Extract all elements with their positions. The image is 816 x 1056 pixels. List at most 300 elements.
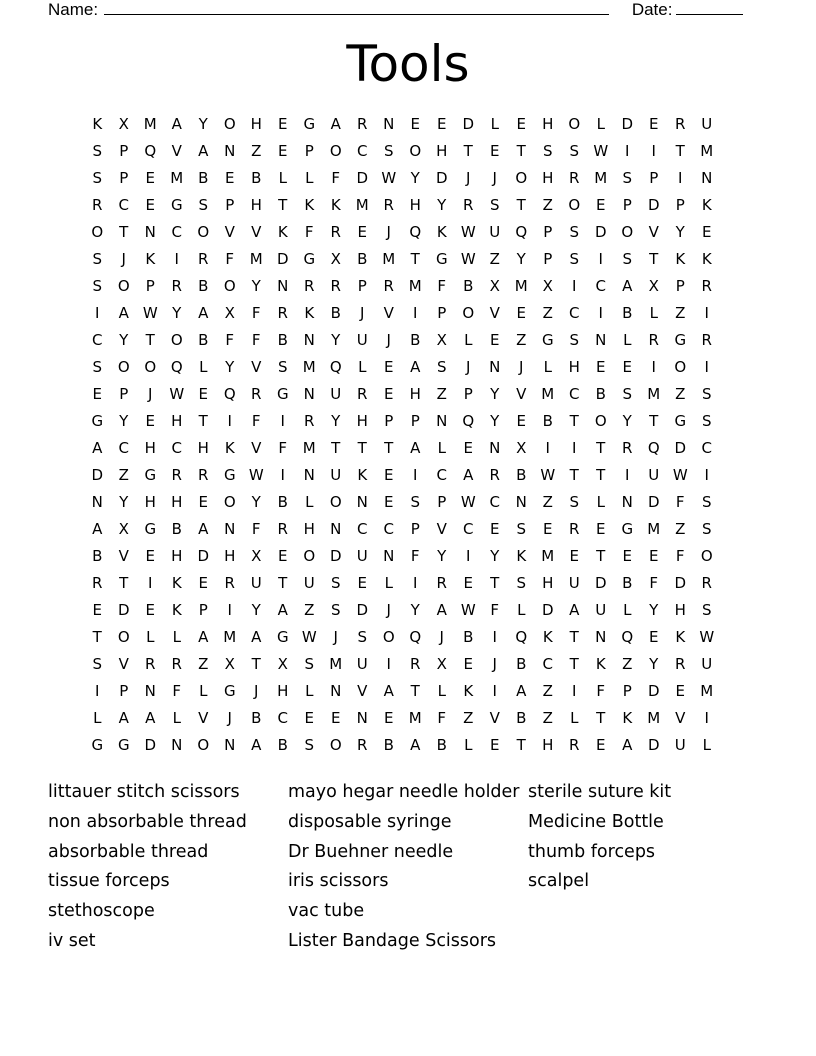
grid-letter: R [330, 223, 341, 241]
name-blank-line[interactable] [104, 0, 609, 15]
grid-letter: R [622, 439, 633, 457]
grid-row [84, 708, 720, 735]
grid-letter: O [329, 493, 342, 511]
grid-letter: W [460, 601, 476, 619]
grid-letter: H [144, 439, 156, 457]
grid-letter: U [330, 385, 342, 403]
grid-letter: B [383, 736, 394, 754]
grid-letter: U [648, 466, 660, 484]
grid-letter: Z [675, 385, 686, 403]
grid-letter: D [647, 736, 660, 754]
grid-letter: E [384, 466, 394, 484]
grid-letter: J [466, 358, 471, 376]
grid-letter: E [490, 520, 500, 538]
grid-letter: B [251, 709, 262, 727]
grid-letter: L [649, 304, 658, 322]
grid-letter: A [277, 601, 288, 619]
grid-letter: R [357, 115, 368, 133]
grid-letter: T [463, 142, 473, 160]
grid-letter: I [572, 682, 577, 700]
grid-letter: K [357, 466, 368, 484]
grid-letter: B [277, 493, 288, 511]
grid-letter: O [700, 547, 713, 565]
grid-letter: A [251, 628, 262, 646]
grid-letter: P [119, 142, 129, 160]
grid-letter: R [277, 520, 288, 538]
grid-letter: K [516, 547, 527, 565]
grid-letter: P [145, 277, 155, 295]
grid-letter: M [382, 250, 396, 268]
grid-letter: E [463, 574, 473, 592]
grid-row [84, 438, 720, 465]
grid-letter: H [250, 115, 262, 133]
grid-letter: P [543, 250, 553, 268]
grid-letter: T [569, 655, 579, 673]
grid-letter: Z [542, 493, 553, 511]
grid-letter: B [516, 709, 527, 727]
grid-letter: M [302, 358, 316, 376]
grid-letter: R [675, 115, 686, 133]
grid-letter: T [145, 331, 155, 349]
grid-letter: E [145, 601, 155, 619]
grid-letter: K [224, 439, 235, 457]
grid-letter: I [95, 304, 100, 322]
grid-letter: T [251, 655, 261, 673]
grid-letter: E [278, 547, 288, 565]
grid-letter: A [251, 736, 262, 754]
grid-letter: U [303, 574, 315, 592]
grid-letter: J [519, 358, 524, 376]
grid-letter: G [223, 466, 236, 484]
grid-letter: F [596, 682, 606, 700]
grid-letter: S [701, 385, 712, 403]
grid-letter: D [144, 736, 157, 754]
grid-letter: S [569, 250, 580, 268]
grid-letter: Z [251, 142, 262, 160]
grid-letter: H [224, 547, 236, 565]
grid-letter: L [172, 628, 181, 646]
grid-letter: T [569, 466, 579, 484]
grid-letter: C [383, 520, 394, 538]
grid-letter: Z [542, 304, 553, 322]
grid-row [84, 546, 720, 573]
grid-row [84, 114, 720, 141]
grid-letter: T [596, 439, 606, 457]
grid-letter: C [118, 196, 129, 214]
grid-letter: E [490, 736, 500, 754]
grid-letter: S [622, 250, 633, 268]
grid-letter: U [701, 655, 713, 673]
grid-letter: P [225, 196, 235, 214]
grid-letter: E [278, 142, 288, 160]
grid-letter: G [435, 250, 448, 268]
grid-letter: J [148, 385, 153, 403]
grid-letter: I [572, 277, 577, 295]
grid-letter: L [623, 331, 632, 349]
grid-letter: I [704, 466, 709, 484]
grid-letter: R [463, 196, 474, 214]
grid-letter: L [305, 493, 314, 511]
grid-letter: N [330, 682, 342, 700]
grid-letter: L [464, 736, 473, 754]
grid-letter: T [119, 223, 129, 241]
grid-letter: T [331, 439, 341, 457]
grid-letter: Q [515, 628, 528, 646]
grid-letter: L [517, 601, 526, 619]
grid-letter: U [330, 466, 342, 484]
grid-letter: K [304, 196, 315, 214]
grid-letter: R [171, 655, 182, 673]
grid-letter: O [409, 142, 422, 160]
grid-letter: A [330, 115, 341, 133]
grid-letter: S [569, 331, 580, 349]
grid-letter: A [410, 736, 421, 754]
grid-row [84, 330, 720, 357]
grid-letter: Y [119, 493, 129, 511]
word-list-item: thumb forceps [528, 841, 656, 862]
grid-letter: J [492, 655, 497, 673]
grid-letter: P [119, 385, 129, 403]
grid-letter: C [92, 331, 103, 349]
grid-letter: N [356, 709, 368, 727]
grid-letter: O [303, 547, 316, 565]
grid-letter: B [463, 277, 474, 295]
grid-letter: F [251, 304, 261, 322]
grid-letter: M [541, 547, 555, 565]
grid-letter: I [492, 682, 497, 700]
grid-row [84, 195, 720, 222]
grid-letter: S [701, 493, 712, 511]
grid-letter: N [224, 520, 236, 538]
grid-letter: E [92, 385, 102, 403]
grid-row [84, 357, 720, 384]
grid-letter: P [357, 277, 367, 295]
grid-letter: V [489, 304, 500, 322]
word-list-item: Dr Buehner needle [288, 841, 454, 862]
grid-letter: R [92, 574, 103, 592]
grid-letter: N [224, 142, 236, 160]
word-search-grid [84, 114, 720, 762]
grid-letter: H [409, 385, 421, 403]
grid-letter: H [277, 682, 289, 700]
grid-letter: L [623, 601, 632, 619]
grid-letter: C [357, 520, 368, 538]
grid-letter: U [250, 574, 262, 592]
grid-letter: L [490, 115, 499, 133]
grid-letter: R [330, 277, 341, 295]
grid-letter: I [174, 250, 179, 268]
grid-letter: I [625, 142, 630, 160]
grid-letter: X [118, 520, 129, 538]
grid-letter: D [647, 682, 660, 700]
grid-letter: A [118, 304, 129, 322]
grid-letter: O [329, 736, 342, 754]
grid-letter: H [144, 493, 156, 511]
grid-letter: E [331, 709, 341, 727]
grid-letter: Y [410, 169, 420, 187]
grid-letter: W [142, 304, 158, 322]
grid-letter: F [649, 574, 659, 592]
grid-letter: I [413, 304, 418, 322]
grid-letter: R [224, 574, 235, 592]
grid-letter: S [516, 574, 527, 592]
word-list-item: stethoscope [48, 901, 155, 922]
grid-letter: K [542, 628, 553, 646]
grid-letter: Y [119, 412, 129, 430]
grid-letter: N [515, 493, 527, 511]
word-list-item: non absorbable thread [48, 811, 247, 832]
grid-letter: A [118, 709, 129, 727]
grid-letter: Y [251, 493, 261, 511]
grid-letter: E [145, 412, 155, 430]
grid-letter: G [144, 520, 157, 538]
grid-letter: J [227, 709, 232, 727]
grid-letter: D [594, 223, 607, 241]
grid-letter: A [410, 358, 421, 376]
grid-letter: V [118, 655, 129, 673]
grid-letter: G [303, 115, 316, 133]
grid-letter: E [649, 547, 659, 565]
grid-letter: Q [170, 358, 183, 376]
grid-letter: B [277, 736, 288, 754]
grid-letter: R [145, 655, 156, 673]
grid-letter: L [146, 628, 155, 646]
grid-letter: O [144, 358, 157, 376]
grid-letter: D [674, 439, 687, 457]
grid-letter: B [171, 520, 182, 538]
grid-letter: A [145, 709, 156, 727]
grid-letter: K [92, 115, 103, 133]
grid-letter: E [384, 493, 394, 511]
grid-letter: U [356, 547, 368, 565]
grid-letter: O [223, 277, 236, 295]
grid-letter: I [386, 655, 391, 673]
grid-letter: S [569, 493, 580, 511]
word-list-item: sterile suture kit [528, 782, 672, 802]
grid-letter: W [672, 466, 688, 484]
grid-letter: M [355, 196, 369, 214]
grid-letter: E [490, 142, 500, 160]
grid-letter: G [91, 412, 104, 430]
grid-letter: V [489, 709, 500, 727]
grid-letter: V [171, 142, 182, 160]
grid-letter: N [383, 115, 395, 133]
grid-letter: Z [542, 709, 553, 727]
grid-letter: D [462, 115, 475, 133]
grid-letter: C [542, 655, 553, 673]
grid-letter: P [463, 385, 473, 403]
grid-letter: Z [436, 385, 447, 403]
grid-letter: P [410, 412, 420, 430]
grid-letter: M [302, 439, 316, 457]
grid-letter: E [516, 115, 526, 133]
grid-letter: R [383, 196, 394, 214]
grid-letter: T [490, 574, 500, 592]
grid-letter: M [329, 655, 343, 673]
grid-letter: E [516, 412, 526, 430]
word-list [48, 779, 768, 958]
grid-letter: G [674, 412, 687, 430]
grid-letter: A [410, 439, 421, 457]
grid-letter: P [437, 304, 447, 322]
grid-letter: D [647, 196, 660, 214]
grid-letter: P [119, 682, 129, 700]
grid-letter: T [569, 412, 579, 430]
grid-letter: T [569, 628, 579, 646]
grid-letter: E [596, 520, 606, 538]
grid-letter: E [543, 520, 553, 538]
grid-letter: J [492, 169, 497, 187]
grid-letter: S [569, 142, 580, 160]
grid-letter: O [462, 304, 475, 322]
grid-letter: S [92, 358, 103, 376]
grid-letter: S [92, 277, 103, 295]
grid-letter: H [197, 439, 209, 457]
grid-letter: X [516, 439, 527, 457]
grid-letter: N [224, 736, 236, 754]
grid-letter: X [224, 655, 235, 673]
grid-letter: F [490, 601, 500, 619]
grid-letter: X [542, 277, 553, 295]
header-fields [48, 0, 743, 18]
grid-letter: A [383, 682, 394, 700]
grid-letter: Z [622, 655, 633, 673]
grid-letter: M [408, 277, 422, 295]
grid-letter: B [622, 574, 633, 592]
grid-letter: S [489, 196, 500, 214]
grid-letter: R [304, 277, 315, 295]
grid-letter: A [622, 736, 633, 754]
grid-row [84, 168, 720, 195]
grid-letter: J [386, 331, 391, 349]
grid-letter: F [278, 439, 288, 457]
grid-letter: A [92, 439, 103, 457]
grid-letter: L [543, 358, 552, 376]
grid-letter: U [701, 115, 713, 133]
grid-letter: D [117, 601, 130, 619]
word-list-item: scalpel [528, 871, 590, 892]
grid-letter: Z [463, 709, 474, 727]
grid-letter: Z [198, 655, 209, 673]
grid-letter: E [384, 709, 394, 727]
grid-letter: N [489, 358, 501, 376]
grid-letter: T [410, 682, 420, 700]
grid-letter: F [331, 169, 341, 187]
page-title: Tools [346, 35, 470, 93]
grid-letter: H [171, 493, 183, 511]
grid-letter: Y [437, 547, 447, 565]
grid-letter: H [542, 736, 554, 754]
grid-letter: V [251, 439, 262, 457]
grid-letter: O [117, 277, 130, 295]
grid-letter: V [224, 223, 235, 241]
grid-letter: E [569, 547, 579, 565]
grid-letter: D [329, 547, 342, 565]
grid-letter: Q [462, 412, 475, 430]
grid-letter: Y [331, 331, 341, 349]
grid-letter: C [118, 439, 129, 457]
grid-letter: I [280, 412, 285, 430]
grid-letter: L [702, 736, 711, 754]
grid-letter: L [437, 682, 446, 700]
grid-letter: E [145, 169, 155, 187]
grid-letter: F [172, 682, 182, 700]
grid-letter: I [148, 574, 153, 592]
grid-letter: S [436, 358, 447, 376]
grid-letter: F [437, 709, 447, 727]
grid-letter: P [119, 169, 129, 187]
grid-letter: B [198, 169, 209, 187]
grid-letter: G [674, 331, 687, 349]
grid-letter: I [651, 142, 656, 160]
grid-letter: Z [675, 304, 686, 322]
grid-letter: O [197, 736, 210, 754]
grid-letter: D [647, 493, 660, 511]
grid-letter: I [704, 358, 709, 376]
grid-letter: W [460, 223, 476, 241]
grid-letter: G [303, 250, 316, 268]
grid-letter: B [410, 331, 421, 349]
grid-letter: W [593, 142, 609, 160]
grid-letter: A [463, 466, 474, 484]
grid-letter: D [594, 574, 607, 592]
grid-row [84, 141, 720, 168]
grid-letter: U [674, 736, 686, 754]
grid-letter: C [569, 304, 580, 322]
grid-row [84, 492, 720, 519]
word-list-item: littauer stitch scissors [48, 782, 240, 802]
grid-letter: Y [251, 601, 261, 619]
grid-letter: I [545, 439, 550, 457]
grid-letter: M [647, 385, 661, 403]
grid-letter: O [382, 628, 395, 646]
grid-row [84, 411, 720, 438]
grid-letter: M [408, 709, 422, 727]
grid-letter: L [305, 169, 314, 187]
grid-letter: Y [437, 196, 447, 214]
grid-letter: N [330, 520, 342, 538]
grid-letter: S [622, 169, 633, 187]
grid-letter: O [568, 115, 581, 133]
grid-letter: R [357, 385, 368, 403]
grid-letter: R [171, 277, 182, 295]
date-blank-line[interactable] [676, 0, 743, 15]
grid-letter: S [569, 223, 580, 241]
grid-letter: J [121, 250, 126, 268]
grid-letter: U [568, 574, 580, 592]
grid-letter: O [515, 169, 528, 187]
grid-letter: M [647, 520, 661, 538]
grid-letter: S [701, 520, 712, 538]
grid-letter: L [172, 709, 181, 727]
grid-letter: E [596, 736, 606, 754]
grid-letter: B [330, 304, 341, 322]
grid-letter: E [675, 682, 685, 700]
grid-letter: D [197, 547, 210, 565]
grid-letter: N [436, 412, 448, 430]
grid-letter: N [595, 628, 607, 646]
grid-letter: A [92, 520, 103, 538]
grid-letter: K [622, 709, 633, 727]
grid-letter: Q [621, 628, 634, 646]
grid-letter: E [596, 196, 606, 214]
grid-letter: E [463, 439, 473, 457]
grid-letter: G [170, 196, 183, 214]
grid-letter: A [436, 601, 447, 619]
grid-row [84, 735, 720, 762]
date-label: Date: [631, 0, 673, 19]
grid-letter: R [198, 250, 209, 268]
